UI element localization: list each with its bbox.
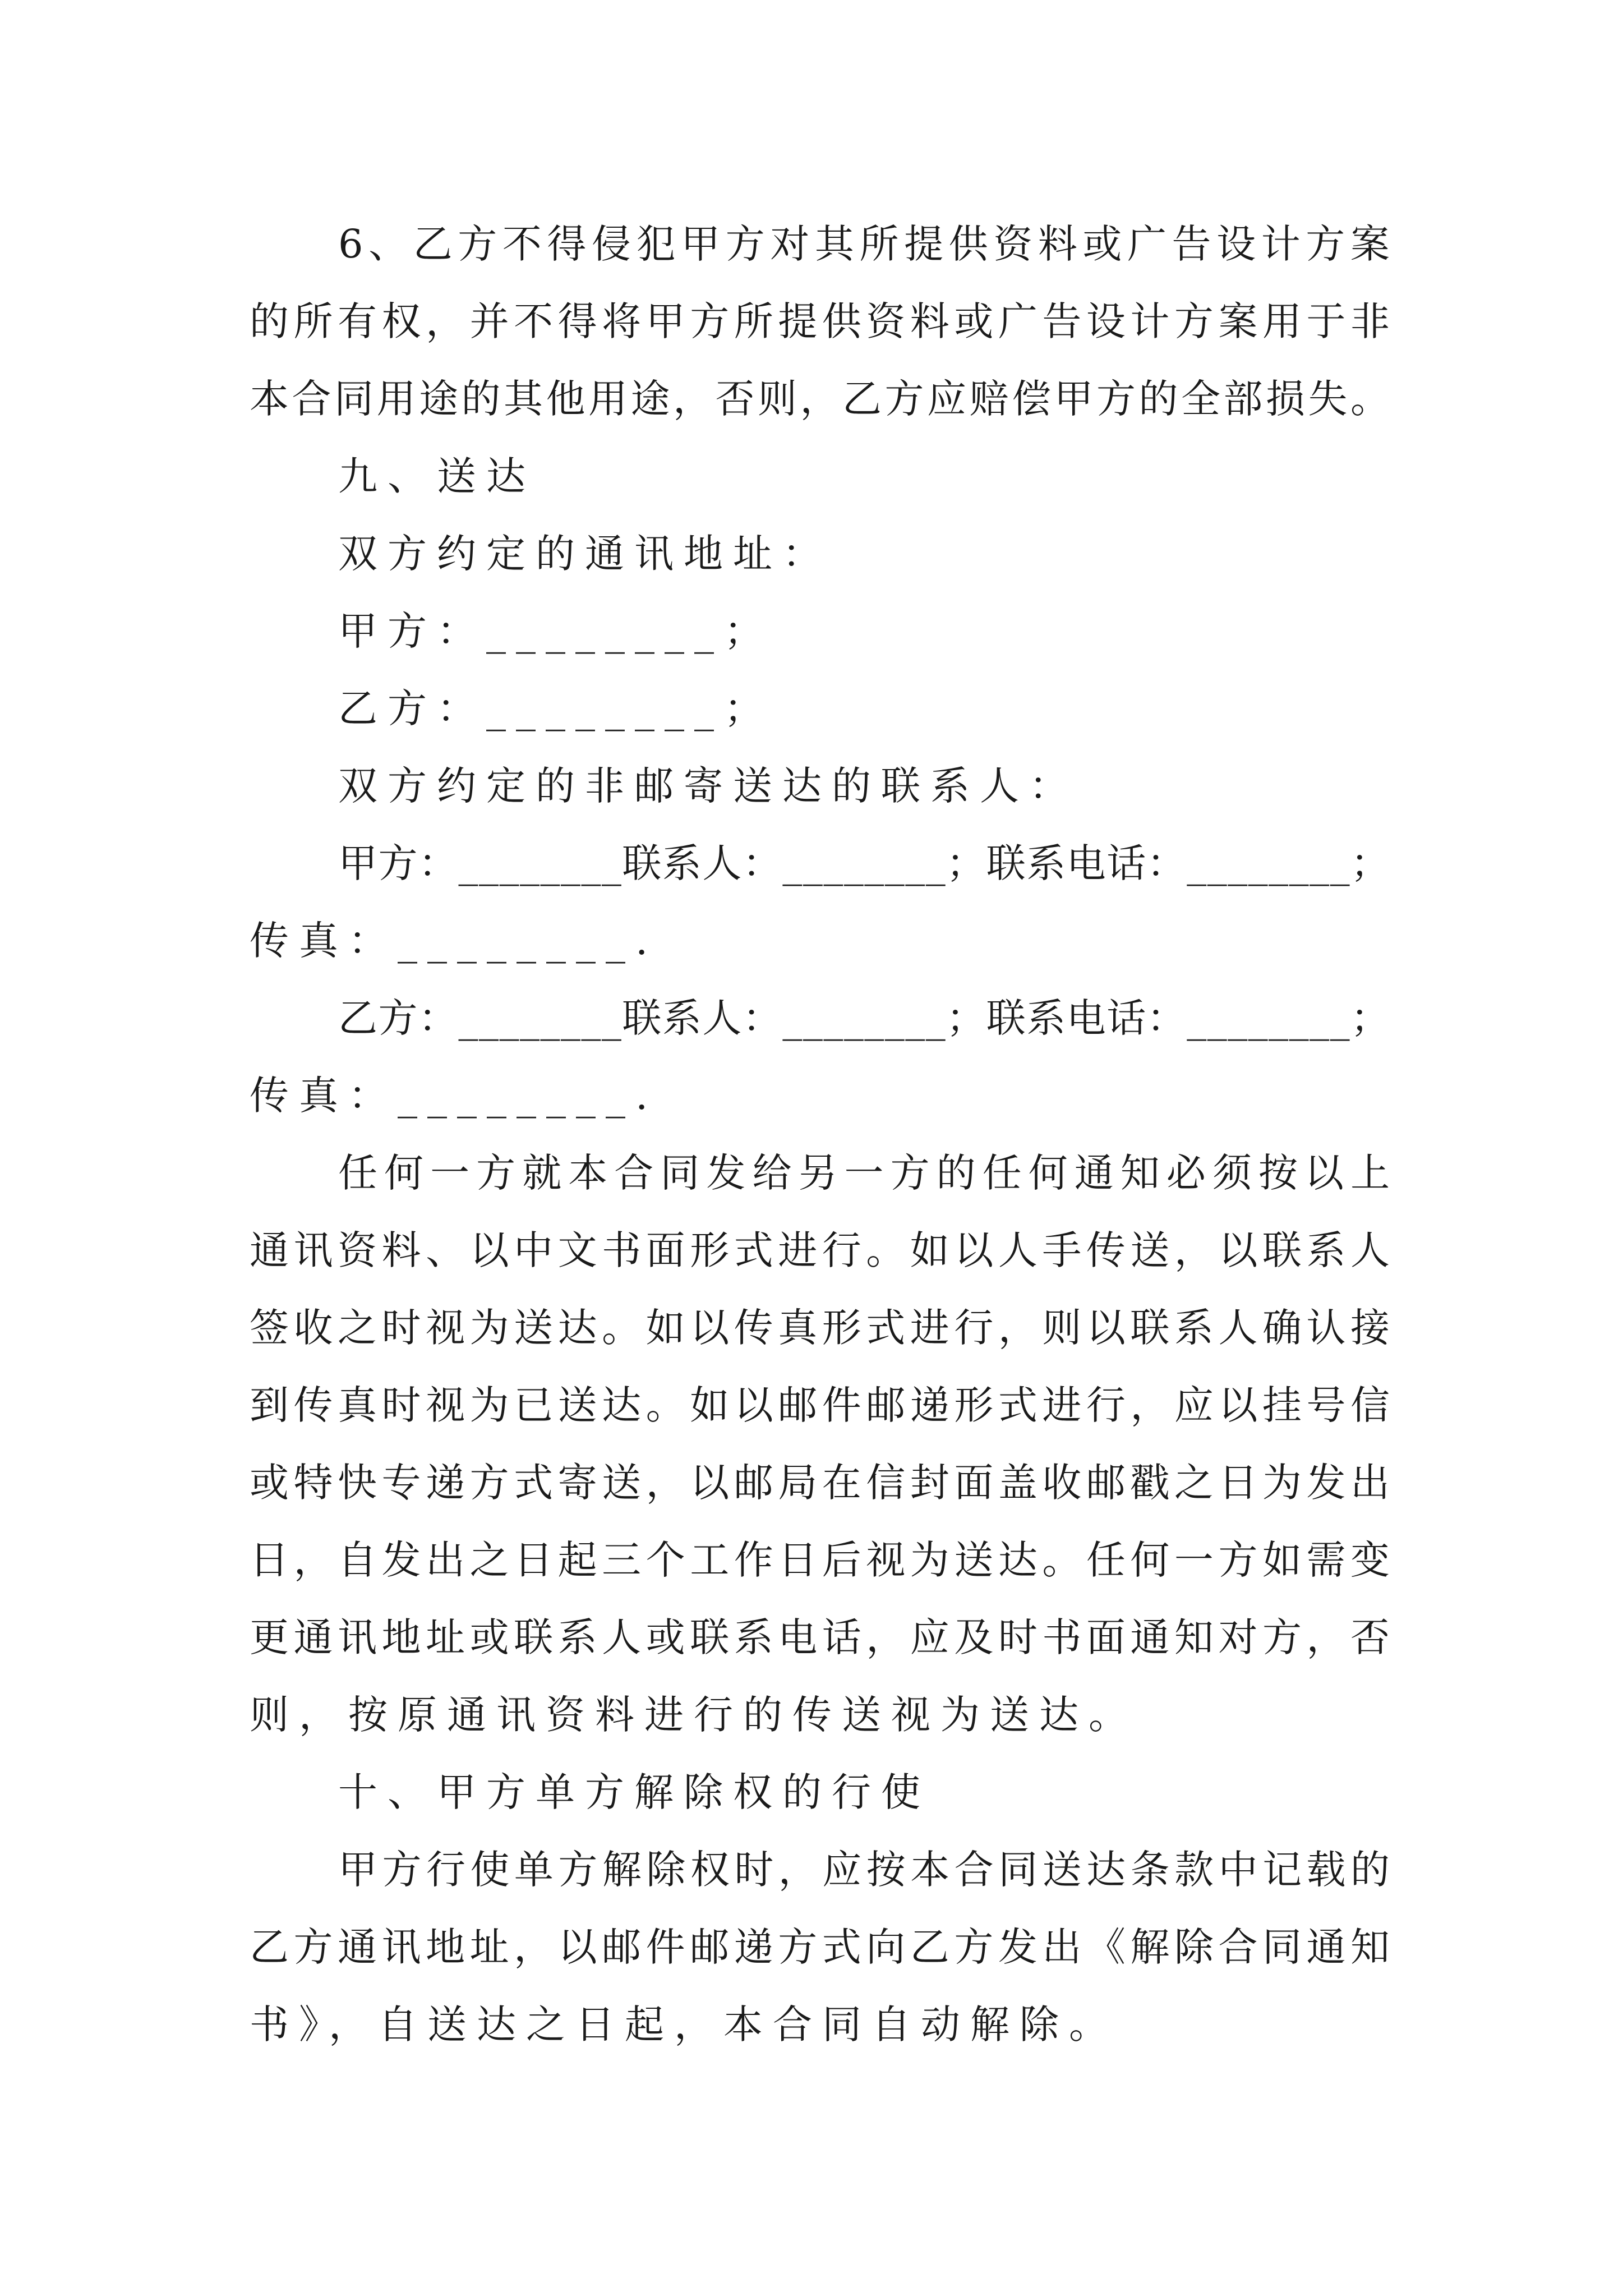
text-line	[0, 835, 1623, 891]
text-line	[0, 1145, 1623, 1201]
address-intro: 双方约定的通讯地址：	[338, 531, 832, 577]
text-line	[0, 448, 1623, 504]
section-9-heading: 九、送达	[338, 453, 536, 499]
paragraph-6-line-3: 本合同用途的其他用途，否则，乙方应赔偿甲方的全部损失。	[250, 376, 1393, 422]
notice-paragraph-line-6: 日，自发出之日起三个工作日后视为送达。任何一方如需变	[250, 1537, 1395, 1583]
party-b-fax: 传真：________.	[250, 1073, 658, 1119]
text-line	[0, 680, 1623, 737]
section-10-heading: 十、甲方单方解除权的行使	[338, 1769, 930, 1815]
paragraph-6-line-1: 6、乙方不得侵犯甲方对其所提供资料或广告设计方案	[338, 221, 1395, 267]
text-line	[0, 1455, 1623, 1511]
text-line	[0, 1687, 1623, 1743]
termination-paragraph-line-3: 书》，自送达之日起，本合同自动解除。	[250, 2001, 1118, 2047]
party-a-contact: 甲方：________联系人：________；联系电话：________；	[338, 840, 1391, 886]
notice-paragraph-line-4: 到传真时视为已送达。如以邮件邮递形式进行，应以挂号信	[250, 1382, 1395, 1428]
party-a-fax: 传真：________.	[250, 918, 658, 964]
party-b-address: 乙方：________；	[338, 685, 773, 731]
party-b-contact: 乙方：________联系人：________；联系电话：________；	[338, 995, 1391, 1041]
text-line	[0, 1609, 1623, 1665]
text-line	[0, 603, 1623, 659]
text-line	[0, 526, 1623, 582]
notice-paragraph-line-3: 签收之时视为送达。如以传真形式进行，则以联系人确认接	[250, 1305, 1395, 1351]
text-line	[0, 1842, 1623, 1898]
text-line	[0, 1377, 1623, 1433]
text-line	[0, 1222, 1623, 1278]
text-line	[0, 1764, 1623, 1820]
text-line	[0, 1532, 1623, 1588]
text-line	[0, 371, 1623, 427]
notice-paragraph-line-8: 则，按原通讯资料进行的传送视为送达。	[250, 1692, 1138, 1738]
notice-paragraph-line-1: 任何一方就本合同发给另一方的任何通知必须按以上	[338, 1150, 1397, 1196]
text-line	[0, 913, 1623, 969]
party-a-address: 甲方：________；	[338, 608, 773, 654]
text-line	[0, 1996, 1623, 2053]
text-line	[0, 990, 1623, 1046]
termination-paragraph-line-1: 甲方行使单方解除权时，应按本合同送达条款中记载的	[338, 1847, 1395, 1893]
contact-intro: 双方约定的非邮寄送达的联系人：	[338, 763, 1078, 809]
termination-paragraph-line-2: 乙方通讯地址，以邮件邮递方式向乙方发出《解除合同通知	[250, 1924, 1395, 1970]
notice-paragraph-line-2: 通讯资料、以中文书面形式进行。如以人手传送，以联系人	[250, 1227, 1395, 1273]
notice-paragraph-line-5: 或特快专递方式寄送，以邮局在信封面盖收邮戳之日为发出	[250, 1460, 1395, 1506]
text-line	[0, 1919, 1623, 1975]
text-line	[0, 1300, 1623, 1356]
paragraph-6-line-2: 的所有权，并不得将甲方所提供资料或广告设计方案用于非	[250, 298, 1395, 344]
text-line	[0, 1068, 1623, 1124]
text-line	[0, 758, 1623, 814]
text-line	[0, 216, 1623, 272]
notice-paragraph-line-7: 更通讯地址或联系人或联系电话，应及时书面通知对方，否	[250, 1614, 1395, 1660]
text-line	[0, 293, 1623, 349]
